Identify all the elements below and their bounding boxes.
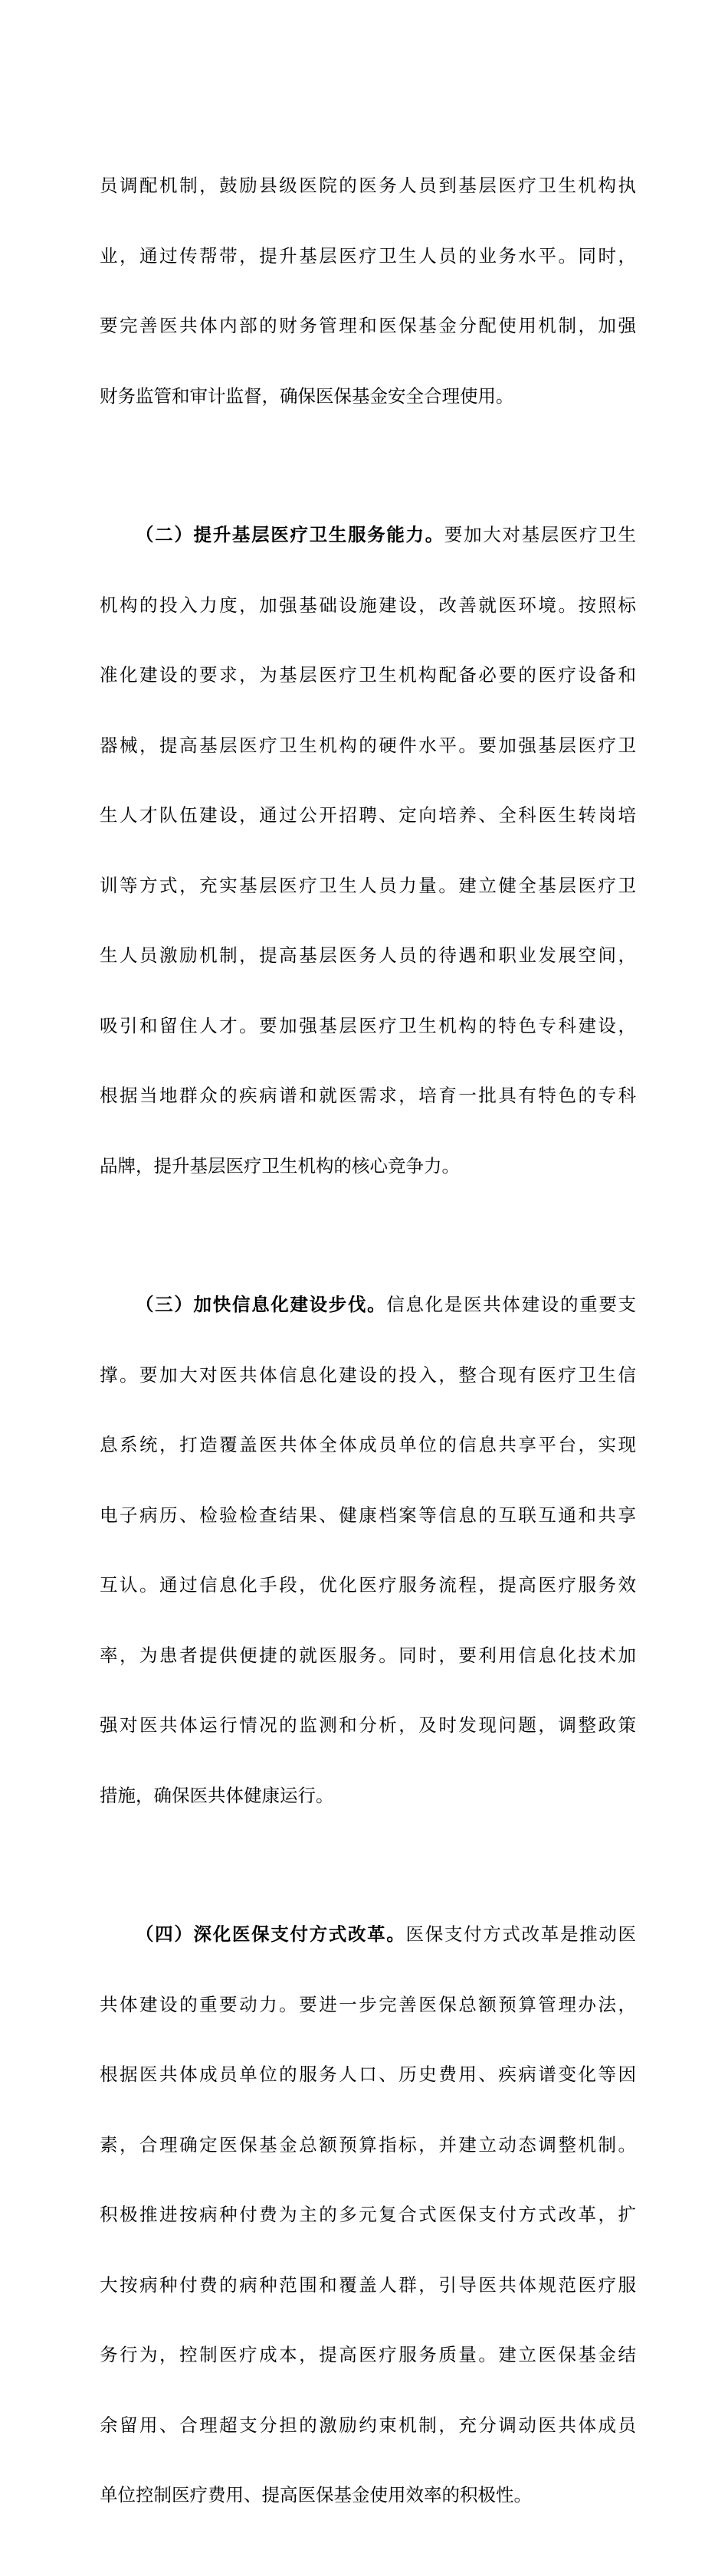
section-heading: （四）深化医保支付方式改革。	[136, 1923, 406, 1945]
paragraph-3	[100, 1246, 636, 1854]
text-line: 强对医共体运行情况的监测和分析，及时发现问题，调整政策	[100, 1714, 636, 1736]
text-line: 生人员激励机制，提高基层医务人员的待遇和职业发展空间，	[100, 944, 636, 966]
text-line: 措施，确保医共体健康运行。	[100, 1784, 334, 1806]
text-line: 训等方式，充实基层医疗卫生人员力量。建立健全基层医疗卫	[100, 874, 636, 896]
section-heading: （三）加快信息化建设步伐。	[136, 1294, 387, 1315]
text-line: 大按病种付费的病种范围和覆盖人群，引导医共体规范医疗服	[100, 2273, 636, 2296]
text-line: 余留用、合理超支分担的激励约束机制，充分调动医共体成员	[100, 2414, 636, 2436]
text-span: 信息化是医共体建设的重要支	[386, 1294, 637, 1315]
text-line: 要完善医共体内部的财务管理和医保基金分配使用机制，加强	[100, 315, 636, 336]
text-line: 率，为患者提供便捷的就医服务。同时，要利用信息化技术加	[100, 1644, 636, 1666]
text-line: 互认。通过信息化手段，优化医疗服务流程，提高医疗服务效	[100, 1574, 636, 1596]
text-line: 器械，提高基层医疗卫生机构的硬件水平。要加强基层医疗卫	[100, 734, 636, 756]
text-line: 共体建设的重要动力。要进一步完善医保总额预算管理办法，	[100, 1993, 636, 2015]
document-page	[100, 127, 636, 2576]
section-heading: （二）提升基层医疗卫生服务能力。	[136, 524, 444, 545]
text-line: 息系统，打造覆盖医共体全体成员单位的信息共享平台，实现	[100, 1434, 636, 1455]
text-line: 根据当地群众的疾病谱和就医需求，培育一批具有特色的专科	[100, 1085, 636, 1106]
text-line	[100, 1293, 636, 1317]
text-line: 业，通过传帮带，提升基层医疗卫生人员的业务水平。同时，	[100, 244, 636, 267]
text-line: 机构的投入力度，加强基础设施建设，改善就医环境。按照标	[100, 594, 636, 616]
text-line: 单位控制医疗费用、提高医保基金使用效率的积极性。	[100, 2484, 532, 2506]
paragraph-1	[100, 127, 636, 454]
text-line: 根据医共体成员单位的服务人口、历史费用、疾病谱变化等因	[100, 2064, 636, 2085]
text-line: 员调配机制，鼓励县级医院的医务人员到基层医疗卫生机构执	[100, 175, 636, 196]
paragraph-4	[100, 1876, 636, 2554]
text-line: 品牌，提升基层医疗卫生机构的核心竞争力。	[100, 1154, 460, 1177]
text-line: 积极推进按病种付费为主的多元复合式医保支付方式改革，扩	[100, 2204, 636, 2225]
text-line	[100, 1923, 636, 1946]
text-line: 电子病历、检验检查结果、健康档案等信息的互联互通和共享	[100, 1504, 636, 1526]
text-line: 准化建设的要求，为基层医疗卫生机构配备必要的医疗设备和	[100, 664, 636, 686]
text-line: 财务监管和审计监督，确保医保基金安全合理使用。	[100, 385, 514, 407]
text-span: 要加大对基层医疗卫生	[444, 524, 637, 545]
text-line: 务行为，控制医疗成本，提高医疗服务质量。建立医保基金结	[100, 2344, 636, 2365]
text-line: 生人才队伍建设，通过公开招聘、定向培养、全科医生转岗培	[100, 804, 636, 826]
text-line: 素，合理确定医保基金总额预算指标，并建立动态调整机制。	[100, 2133, 636, 2155]
text-line	[100, 523, 636, 547]
paragraph-2	[100, 476, 636, 1224]
text-line: 吸引和留住人才。要加强基层医疗卫生机构的特色专科建设，	[100, 1014, 636, 1036]
text-line: 撑。要加大对医共体信息化建设的投入，整合现有医疗卫生信	[100, 1363, 636, 1386]
text-span: 医保支付方式改革是推动医	[405, 1923, 637, 1945]
